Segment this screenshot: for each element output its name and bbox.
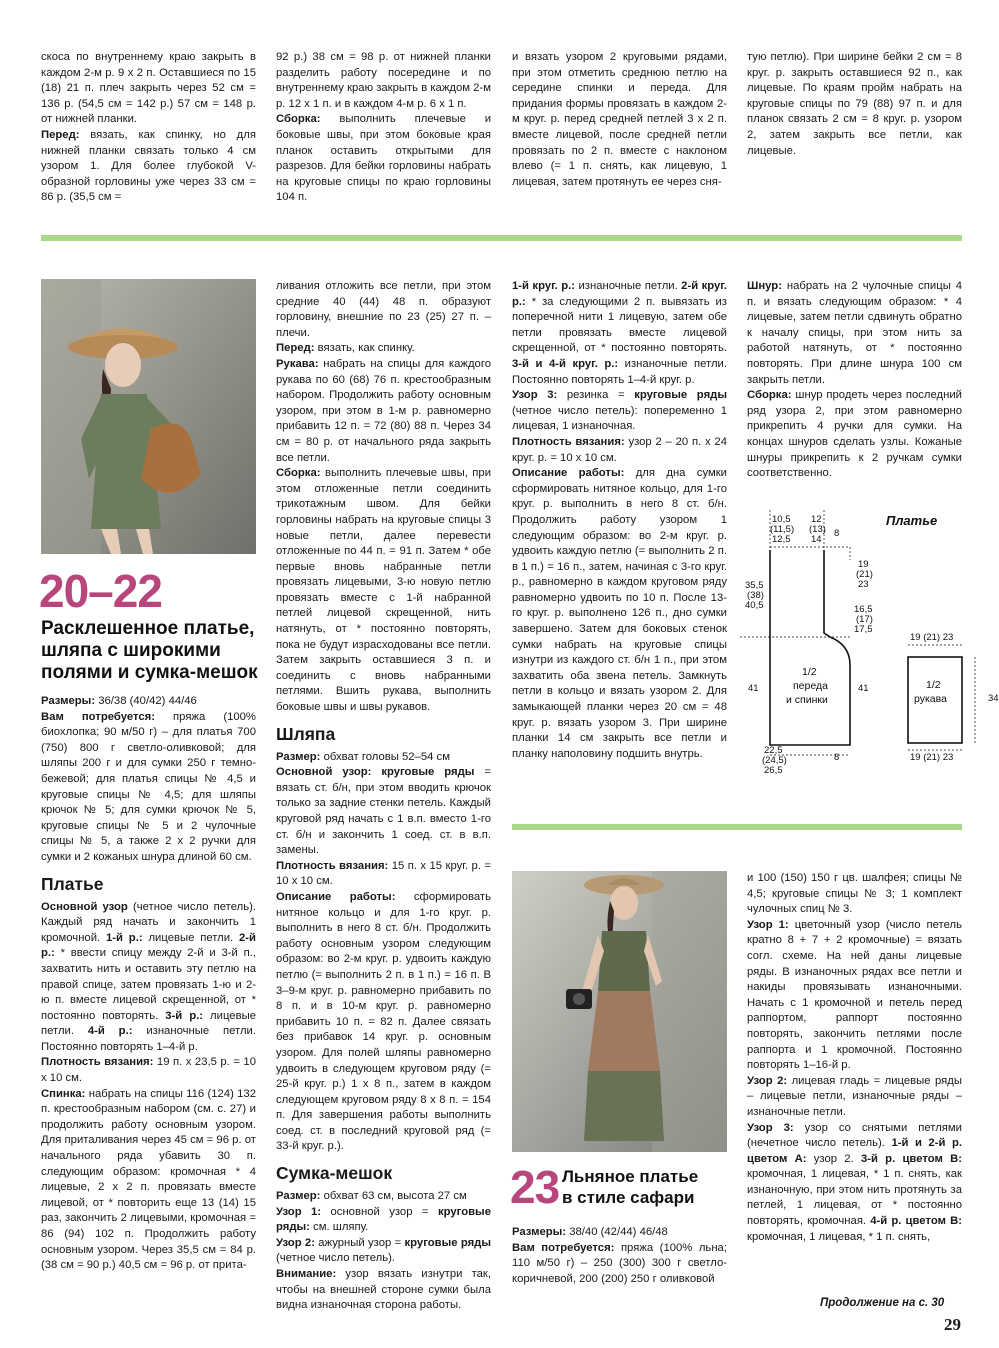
text: сформировать нитяное кольцо и для 1-го круг. р. выполнить в него 8 ст. б/н. Продолжить работу основным узором следующим образом: во 2-м круг. р. удвоить каждую петлю (= выполнить 2 п. в 1 п.) = 16 п. В 3–9-м круг. р. равномерно прибавить по 8 п. и в 10-м круг. р. равномерно прибавить 10 п. = 82 п. Далее связать без прибавок 14 круг. р. основным узором. Для полей шляпы равномерно удвоить в следующем круговом ряду (= 25-й круг. р.) 1 х 8 п., затем в каждом следующем круговом ряду 8 х 8 п. = 154 п. Для завершения работы выполнить соед. ст. в последний круговой ряд (= 33-й круг. р.).: [276, 890, 491, 1153]
body-outline: [770, 550, 850, 745]
text: резинка =: [557, 389, 635, 402]
text: шнур продеть через последний ряд узора 2, при этом равномерно прикрепить 4 ручки для сумки. На концах шнуров сделать узлы. Кожаные шнуры прикрепить к 2 ручкам сумки соответственно.: [747, 389, 962, 480]
schema-label: 10,5: [772, 514, 791, 525]
schema-label: 40,5: [745, 600, 764, 611]
schema-label: 19 (21) 23: [910, 752, 954, 763]
label: Узор 2:: [747, 1074, 788, 1087]
text: узор со снятыми петлями (нечетное число петель).: [747, 1121, 962, 1150]
text: и 100 (150) 150 г цв. шалфея; спицы № 4,5; круговые спицы № 3; 1 комплект чулочных спиц № 3.: [747, 872, 962, 916]
text: лицевые петли.: [142, 931, 240, 944]
section-number: 20–22: [39, 565, 162, 617]
text: 38/40 (42/44) 46/48: [566, 1226, 668, 1238]
label: Узор 1:: [747, 918, 789, 931]
label: 1-й круг. р.:: [512, 280, 576, 292]
label: Узор 3:: [512, 389, 558, 402]
text: вязать, как спинку.: [314, 342, 415, 355]
text: набрать на спицы для каждого рукава по 60 (68) 76 п. крестообразным набором. Продолжить работу основным узором, при этом в 1-м р. равномерно прибавить 12 п. = 72 (80) 88 п. Через 34 см = 80 р. от начального ряда закрыть все петли.: [276, 357, 491, 464]
schema-label: 34: [988, 693, 999, 704]
section1-column-3: [512, 279, 727, 762]
text: обхват 63 см, высота 27 см: [320, 1190, 467, 1203]
top-column-4: [747, 50, 962, 159]
text: вязать, как спинку, но для нижней планки связать только 4 см узором 1. Для более глубокой V-образной горловины уже через 33 см = 86 р. (35,5 см =: [41, 128, 256, 204]
text: изнаночные петли. Постоянно повторять 1–4-й р.: [41, 1025, 256, 1053]
schema-label: 23: [858, 579, 869, 590]
schema-label: (21): [856, 569, 873, 580]
label: Плотность вязания:: [276, 859, 389, 872]
text: цветочный узор (число петель кратно 8 + 7 + 2 кромочные) = вязать согл. схеме. На ней даны лицевые ряды. В изнаночных рядах все петли и накиды провязывать изнаночными. Начать с 1 кромочной и петель перед раппортом, раппорт постоянно повторять, закончить петлями после раппорта и 1 кромочной. Постоянно повторять 1–16-й р.: [747, 918, 962, 1072]
text: = вязать ст. б/н, при этом вводить крючок только за задние стенки петель. Каждый круговой ряд начать с 1 в.п. вместо 1-го ст. б/н и закончить 1 соед. ст. в в.п. замены.: [276, 766, 491, 857]
label: Сборка:: [276, 467, 321, 480]
label: Плотность вязания:: [512, 435, 625, 448]
label: 3-й р.:: [165, 1009, 204, 1022]
schema-label: 19: [858, 559, 869, 570]
text: пряжа (100% льна; 110 м/50 г) – 250 (300) 300 г светло-коричневой, 200 (200) 250 г оливковой: [512, 1241, 727, 1285]
section-number: 23: [510, 1161, 560, 1213]
text: изнаночные петли.: [575, 280, 682, 292]
section1-column-1: [41, 694, 256, 1274]
text: тую петлю). При ширине бейки 2 см = 8 круг. р. закрыть оставшиеся 92 п., как лицевые. По краям пройм набрать на круговые спицы по 79 (88) 97 п. и для планок связать 2 см = 8 круг. р. узором 2, затем закрыть все петли, как лицевые.: [747, 51, 962, 157]
label: 1-й р.:: [106, 931, 143, 944]
schema-label: и спинки: [786, 694, 828, 706]
section1-column-2: [276, 279, 491, 1314]
schema-label: переда: [793, 680, 828, 692]
label: Размеры:: [512, 1226, 567, 1238]
heading-hat: Шляпа: [276, 723, 336, 744]
photo-dress-hat-bag: [41, 279, 256, 554]
text: ливания отложить все петли, при этом средние 40 (44) 48 п. образуют горловину, внешние по 23 (25) 27 п. – плечи.: [276, 280, 491, 339]
schema-label: 41: [858, 683, 869, 694]
top-column-1: [41, 50, 256, 206]
text: 19 п. х 23,5 р. = 10 х 10 см.: [41, 1056, 257, 1085]
text: основной узор =: [321, 1205, 438, 1218]
text: пряжа (100% биохлопка; 90 м/50 г) – для платья 700 (750) 800 г светло-оливковой; для шляпы 200 г и для сумки 250 г темно-бежевой; для платья спицы № 4,5 и круговые спицы № 4,5; для шляпы крючок № 5; для сумки крючок № 5, круговые спицы № 5 и 2 чулочные спицы № 5, а также 2 х 2 ручки для сумки и 2 кожаных шнура длиной 60 см.: [41, 710, 256, 863]
label: Размеры:: [41, 695, 96, 707]
label: 3-й р. цветом В:: [860, 1152, 962, 1165]
schema-label: 17,5: [854, 624, 873, 635]
title-line: Льняное платье: [562, 1167, 699, 1186]
schema-label: (17): [856, 614, 873, 625]
text: скоса по внутреннему краю закрыть в каждом 2-м р. 9 х 2 п. Оставшиеся по 15 (18) 21 п. плеч закрыть через 52 см = 136 р. (54,5 см = 142 р.) 57 см = 148 р. от нижней планки.: [41, 51, 256, 126]
schema-label: 8: [834, 752, 840, 763]
schema-label: 14: [811, 534, 822, 545]
section-divider: [41, 235, 962, 241]
label: Сборка:: [276, 113, 321, 126]
text: узор вязать изнутри так, чтобы на внешней стороне сумки была видна изнаночная сторона работы.: [276, 1268, 491, 1312]
text: для дна сумки сформировать нитяное кольцо, для 1-го круг. р. выполнить в него 8 ст. б/н. Продолжить работу узором 1 следующим образом: во 2-м круг. р. удвоить каждую петлю (= выполнить 2 п. в 1 п.) = 16 п., затем, начиная с 3-го круг. р., равномерно в каждом круговом ряду равномерно удвоить по 10 п. После 13-го круг. р. выполнено 126 п., дно сумки завершено. Затем для боковых стенок сумки набрать на круговые спицы изнутри из каждого ст. б/н 1 п., при этом захватить оба звена петель. Замкнуть петли в кольцо и вязать узором 2. Для замыкающей планки через 20 см = 48 круг. р. вязать узором 3. При ширине планки 14 см закрыть все петли и планку наполовину подшить внутрь.: [512, 467, 727, 760]
section-title: Расклешенное платье, шляпа с широкими полями и сумка-мешок: [41, 618, 258, 683]
text: набрать на спицы 116 (124) 132 п. крестообразным набором (см. с. 27) и продолжить работу основным узором. Для приталивания через 45 см = 96 р. от начального ряда убавить 30 п. следующим образом: кромочная * 4 лицевые, 2 х 2 п. провязать вместе лицевой, от * повторить еще 13 (14) 15 раз, закончить 2 лицевыми, кромочная = 86 (94) 102 п. Продолжить работу основным узором. Через 35,5 см = 84 р. (38 см = 90 р.) 40,5 см = 96 р. от прита-: [41, 1087, 256, 1272]
schema-label: 26,5: [764, 765, 783, 776]
label: Спинка:: [41, 1087, 86, 1100]
label: круговые ряды: [404, 1236, 491, 1249]
dress-schema: [730, 505, 999, 780]
top-column-3: [512, 50, 727, 190]
schema-label: (38): [747, 590, 764, 601]
text: 36/38 (40/42) 44/46: [95, 695, 197, 707]
label: Перед:: [276, 342, 315, 355]
section2-column-4: [747, 871, 962, 1245]
schema-label: 1/2: [802, 666, 817, 678]
schema-label: 1/2: [926, 679, 941, 691]
label: Основной узор: круговые ряды: [276, 766, 475, 779]
label: Описание работы:: [276, 890, 396, 903]
schema-label: (13): [809, 524, 826, 535]
label: Перед:: [41, 128, 80, 141]
label: 2-й круг. р.:: [512, 280, 727, 308]
schema-label: 8: [834, 528, 840, 539]
label: Описание работы:: [512, 467, 625, 480]
text: лицевая гладь = лицевые ряды – лицевые петли, изнаночные ряды – изнаночные петли.: [747, 1074, 962, 1118]
label: круговые ряды:: [276, 1205, 491, 1234]
text: узор 2 – 20 п. х 24 круг. р. = 10 х 10 см.: [512, 435, 727, 464]
schema-label: рукава: [914, 693, 947, 705]
label: 1-й и 2-й р. цветом А:: [747, 1137, 962, 1165]
label: 4-й р.:: [87, 1025, 133, 1038]
schema-label: 22,5: [764, 745, 783, 756]
schema-label: 41: [748, 683, 759, 694]
label: Рукава:: [276, 357, 319, 370]
text: (четное число петель).: [276, 1252, 396, 1265]
schema-title: Платье: [886, 513, 938, 528]
label: Узор 3:: [747, 1121, 794, 1134]
section-title: [562, 1166, 732, 1208]
text: 92 р.) 38 см = 98 р. от нижней планки разделить работу посередине и по внутреннему краю закрыть в каждом 2-м р. 12 х 1 п. и в каждом 4-м р. 6 х 1 п.: [276, 51, 491, 110]
schema-label: 19 (21) 23: [910, 632, 954, 643]
continued-note: Продолжение на с. 30: [820, 1297, 945, 1309]
page-number: 29: [944, 1315, 961, 1334]
label: Вам потребуется:: [512, 1241, 615, 1254]
label: круговые ряды: [634, 389, 727, 402]
label: Плотность вязания:: [41, 1056, 154, 1069]
schema-label: (24,5): [762, 755, 787, 766]
schema-label: 12,5: [772, 534, 791, 545]
label: Узор 1:: [276, 1205, 322, 1218]
label: Основной узор: [41, 900, 128, 913]
label: 4-й р. цветом В:: [870, 1215, 962, 1228]
section1-column-4: [747, 279, 962, 482]
label: Размер:: [276, 750, 321, 763]
text: * ввести спицу между 2-й и 3-й п., захватить нить и оставить эту петлю на правой спице, затем провязать 1-ю и 2-ю п. вместе лицевой скрещенной, от * постоянно повторять.: [41, 947, 256, 1022]
label: Внимание:: [276, 1268, 337, 1281]
heading-dress: Платье: [41, 873, 104, 894]
label: 3-й и 4-й круг. р.:: [512, 357, 619, 370]
title-line: в стиле сафари: [562, 1188, 695, 1207]
text: обхват головы 52–54 см: [320, 750, 450, 763]
text: (четное число петель): попеременно 1 лицевая, 1 изнаночная.: [512, 404, 727, 433]
section-divider: [512, 824, 962, 830]
schema-label: 16,5: [854, 604, 873, 615]
text: набрать на 2 чулочные спицы 4 п. и вязать следующим образом: * 4 лицевые, затем петли сдвинуть обратно к началу спицы, при этом нить за работой натянуть, от * постоянно повторять. При длине шнура 100 см закрыть петли.: [747, 280, 962, 386]
label: Узор 2:: [276, 1236, 315, 1249]
label: Шнур:: [747, 280, 782, 292]
text: * за следующими 2 п. вывязать из поперечной нити 1 лицевую, затем обе петли провязать вместе лицевой скрещенной, от * постоянно повторять.: [512, 295, 727, 355]
text: выполнить плечевые и боковые швы, при этом боковые края планок оставить открытыми для разрезов. Для бейки горловины набрать на круговые спицы по краю горловины 104 п.: [276, 113, 491, 204]
schema-label: 12: [811, 514, 822, 525]
text: изнаночные петли. Постоянно повторять 1–4-й круг. р.: [512, 357, 727, 386]
top-column-2: [276, 50, 491, 206]
label: 2-й р.:: [41, 931, 257, 960]
label: Размер:: [276, 1190, 321, 1203]
text: см. шляпу.: [309, 1221, 369, 1234]
text: (четное число петель). Каждый ряд начать и закончить 1 кромочной.: [41, 900, 256, 944]
label: Вам потребуется:: [41, 710, 155, 723]
text: узор 2.: [806, 1152, 861, 1165]
schema-label: 35,5: [745, 580, 764, 591]
text: кромочная, 1 лицевая, * 1 п. снять,: [747, 1230, 931, 1243]
text: кромочная, 1 лицевая, * 1 п. снять, как изнаночную, при этом нить протянуть за петлей, 1 лицевая, от * постоянно повторять, кромочная.: [747, 1168, 962, 1228]
text: выполнить плечевые швы, при этом отложенные петли соединить трикотажным швом. Для бейки горловины набрать на круговые спицы 3 новые петли, далее перевести отложенные по 44 п. = 91 п. Затем * обе первые вновь набранные петли провязать лицевыми, 3-ю новую петлю провязать вместе с 1-й набранной петлей лицевой скрещенной, нить натянуть, от * постоянно повторять, пока не будут израсходованы все петли. Затем закрыть оставшиеся 3 п. и соединить с вновь набранными петлями. Вшить рукава, выполнить боковые швы и швы рукавов.: [276, 467, 491, 714]
heading-bag: Сумка-мешок: [276, 1163, 393, 1184]
section2-column-3: [512, 1225, 727, 1287]
text: лицевые петли.: [41, 1009, 256, 1038]
text: ажурный узор =: [314, 1236, 405, 1249]
text: и вязать узором 2 круговыми рядами, при этом отметить среднюю петлю на середине спинки и переда. Для придания формы провязать в каждом 2-м круг. р. перед средней петлей 3 х 2 п. вместе лицевой, после средней петли провязать по 2 п. вместе с наклоном влево (= 1 п. снять, как лицевую, 1 лицевая, затем протянуть ее через сня-: [512, 51, 727, 188]
schema-label: (11,5): [770, 524, 795, 535]
photo-linen-dress: [512, 871, 727, 1152]
text: 15 п. х 15 круг. р. = 10 х 10 см.: [276, 859, 492, 888]
label: Сборка:: [747, 389, 792, 402]
